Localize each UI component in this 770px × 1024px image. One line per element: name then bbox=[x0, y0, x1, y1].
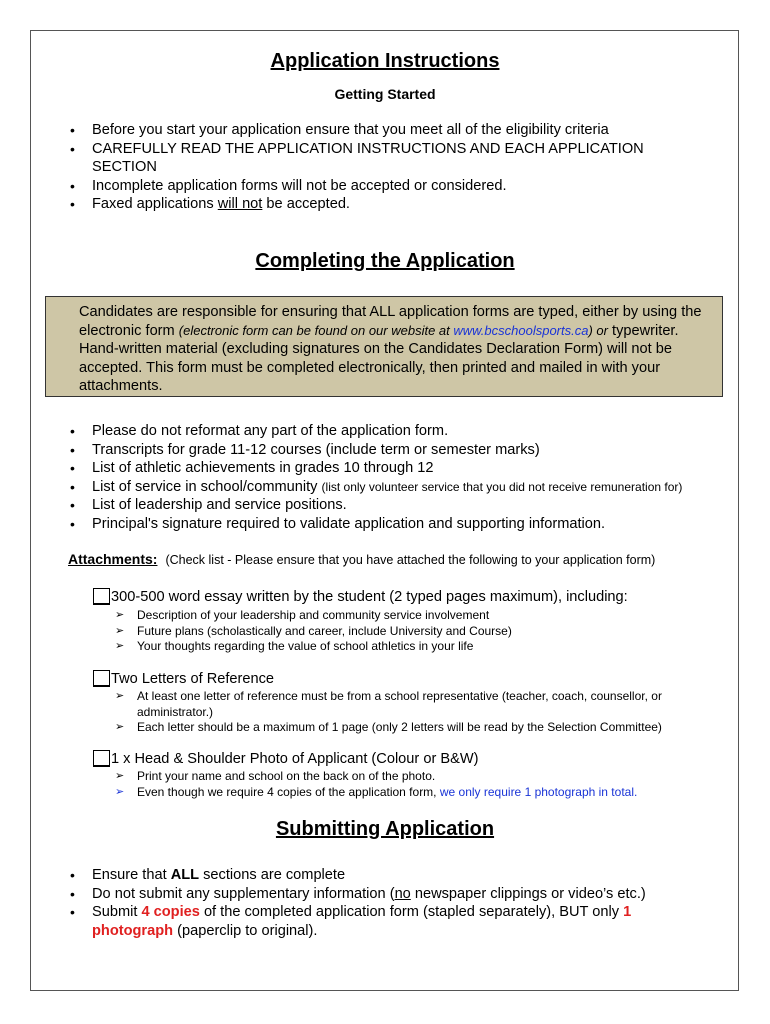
essay-title: 300-500 word essay written by the student (2 typed pages maximum), including: bbox=[111, 588, 628, 605]
letters-title: Two Letters of Reference bbox=[111, 670, 275, 687]
photo-title: 1 x Head & Shoulder Photo of Applicant (Colour or B&W) bbox=[111, 750, 479, 767]
list-item bbox=[115, 785, 715, 801]
list-item: • Please do not reformat any part of the application form. bbox=[70, 422, 710, 441]
copies-highlight: 4 copies bbox=[141, 904, 200, 921]
photo-check-row bbox=[93, 750, 478, 767]
faxed-text-end: be accepted. bbox=[262, 196, 350, 213]
essay-list bbox=[115, 608, 715, 655]
list-item: • Before you start your application ensure that you meet all of the eligibility criteria bbox=[70, 121, 710, 140]
list-item: ➢ Print your name and school on the back on of the photo. bbox=[115, 769, 715, 785]
submit-text: Submit bbox=[92, 904, 142, 921]
list-item: • CAREFULLY READ THE APPLICATION INSTRUCTIONS AND EACH APPLICATION SECTION bbox=[70, 140, 710, 177]
list-item: • List of athletic achievements in grades 10 through 12 bbox=[70, 459, 710, 478]
requirements-list bbox=[70, 422, 710, 534]
website-link[interactable]: www.bcschoolsports.ca bbox=[453, 322, 589, 338]
notice-italic-end: ) or bbox=[588, 322, 608, 338]
attachments-label: Attachments: bbox=[68, 551, 158, 567]
instructions-title: Application Instructions bbox=[270, 50, 500, 72]
ensure-text: Ensure that bbox=[92, 867, 171, 883]
notice-italic: (electronic form can be found on our website at bbox=[178, 322, 454, 338]
list-item: • Principal's signature required to validate application and supporting information. bbox=[70, 515, 710, 534]
letters-check-row bbox=[93, 670, 274, 687]
service-text: List of service in school/community bbox=[92, 478, 322, 495]
supplementary-text-end: newspaper clippings or video’s etc.) bbox=[410, 885, 646, 902]
notice-box bbox=[45, 296, 723, 397]
notice-text-2: typewriter. Hand-written material (excluding signatures on the Candidates Declaration Form) will not be accepted. This form must be completed electronically, then printed and mailed in with your attachments. bbox=[79, 322, 679, 395]
faxed-underline: will not bbox=[217, 196, 263, 213]
photo-note-blue: we only require 1 photograph in total. bbox=[439, 784, 638, 799]
supplementary-underline: no bbox=[394, 885, 411, 902]
ensure-text-end: sections are complete bbox=[199, 867, 346, 883]
list-item bbox=[70, 195, 710, 214]
list-item bbox=[70, 866, 710, 885]
submit-text-mid: of the completed application form (stapled separately), BUT only bbox=[199, 904, 624, 921]
list-item: ➢ Description of your leadership and community service involvement bbox=[115, 608, 715, 624]
list-item: • List of leadership and service positions. bbox=[70, 496, 710, 515]
instructions-list bbox=[70, 121, 710, 214]
list-item: ➢ Each letter should be a maximum of 1 page (only 2 letters will be read by the Selection Committee) bbox=[115, 720, 695, 736]
photo-list bbox=[115, 769, 715, 800]
essay-checkbox[interactable] bbox=[93, 588, 110, 605]
letters-list bbox=[115, 689, 695, 736]
completing-title: Completing the Application bbox=[255, 250, 515, 272]
list-item bbox=[70, 478, 710, 497]
letters-checkbox[interactable] bbox=[93, 670, 110, 687]
list-item: ➢ Future plans (scholastically and career, include University and Course) bbox=[115, 624, 715, 640]
submitting-list bbox=[70, 866, 710, 940]
list-item: • Transcripts for grade 11-12 courses (include term or semester marks) bbox=[70, 441, 710, 460]
photograph-highlight: 1 photograph bbox=[92, 904, 632, 939]
attachments-line bbox=[68, 551, 655, 567]
photo-note: Even though we require 4 copies of the application form, bbox=[137, 784, 440, 799]
submitting-title: Submitting Application bbox=[275, 818, 495, 840]
notice-text: Candidates are responsible for ensuring that ALL application forms are typed, either by using the electronic form bbox=[79, 304, 702, 339]
supplementary-text: Do not submit any supplementary information ( bbox=[92, 885, 395, 902]
essay-check-row bbox=[93, 588, 628, 605]
photo-checkbox[interactable] bbox=[93, 750, 110, 767]
list-item: ➢ Your thoughts regarding the value of school athletics in your life bbox=[115, 639, 715, 655]
service-note: (list only volunteer service that you did not receive remuneration for) bbox=[321, 479, 683, 494]
attachments-note: (Check list - Please ensure that you have attached the following to your application form) bbox=[165, 553, 656, 567]
list-item bbox=[70, 903, 710, 940]
list-item: • Incomplete application forms will not be accepted or considered. bbox=[70, 177, 710, 196]
ensure-bold: ALL bbox=[170, 867, 200, 883]
list-item bbox=[70, 885, 710, 904]
getting-started-subtitle: Getting Started bbox=[334, 86, 436, 102]
submit-text-end: (paperclip to original). bbox=[173, 922, 318, 939]
faxed-text: Faxed applications bbox=[92, 196, 218, 213]
list-item: ➢ At least one letter of reference must be from a school representative (teacher, coach, counsellor, or administrator.) bbox=[115, 689, 695, 720]
